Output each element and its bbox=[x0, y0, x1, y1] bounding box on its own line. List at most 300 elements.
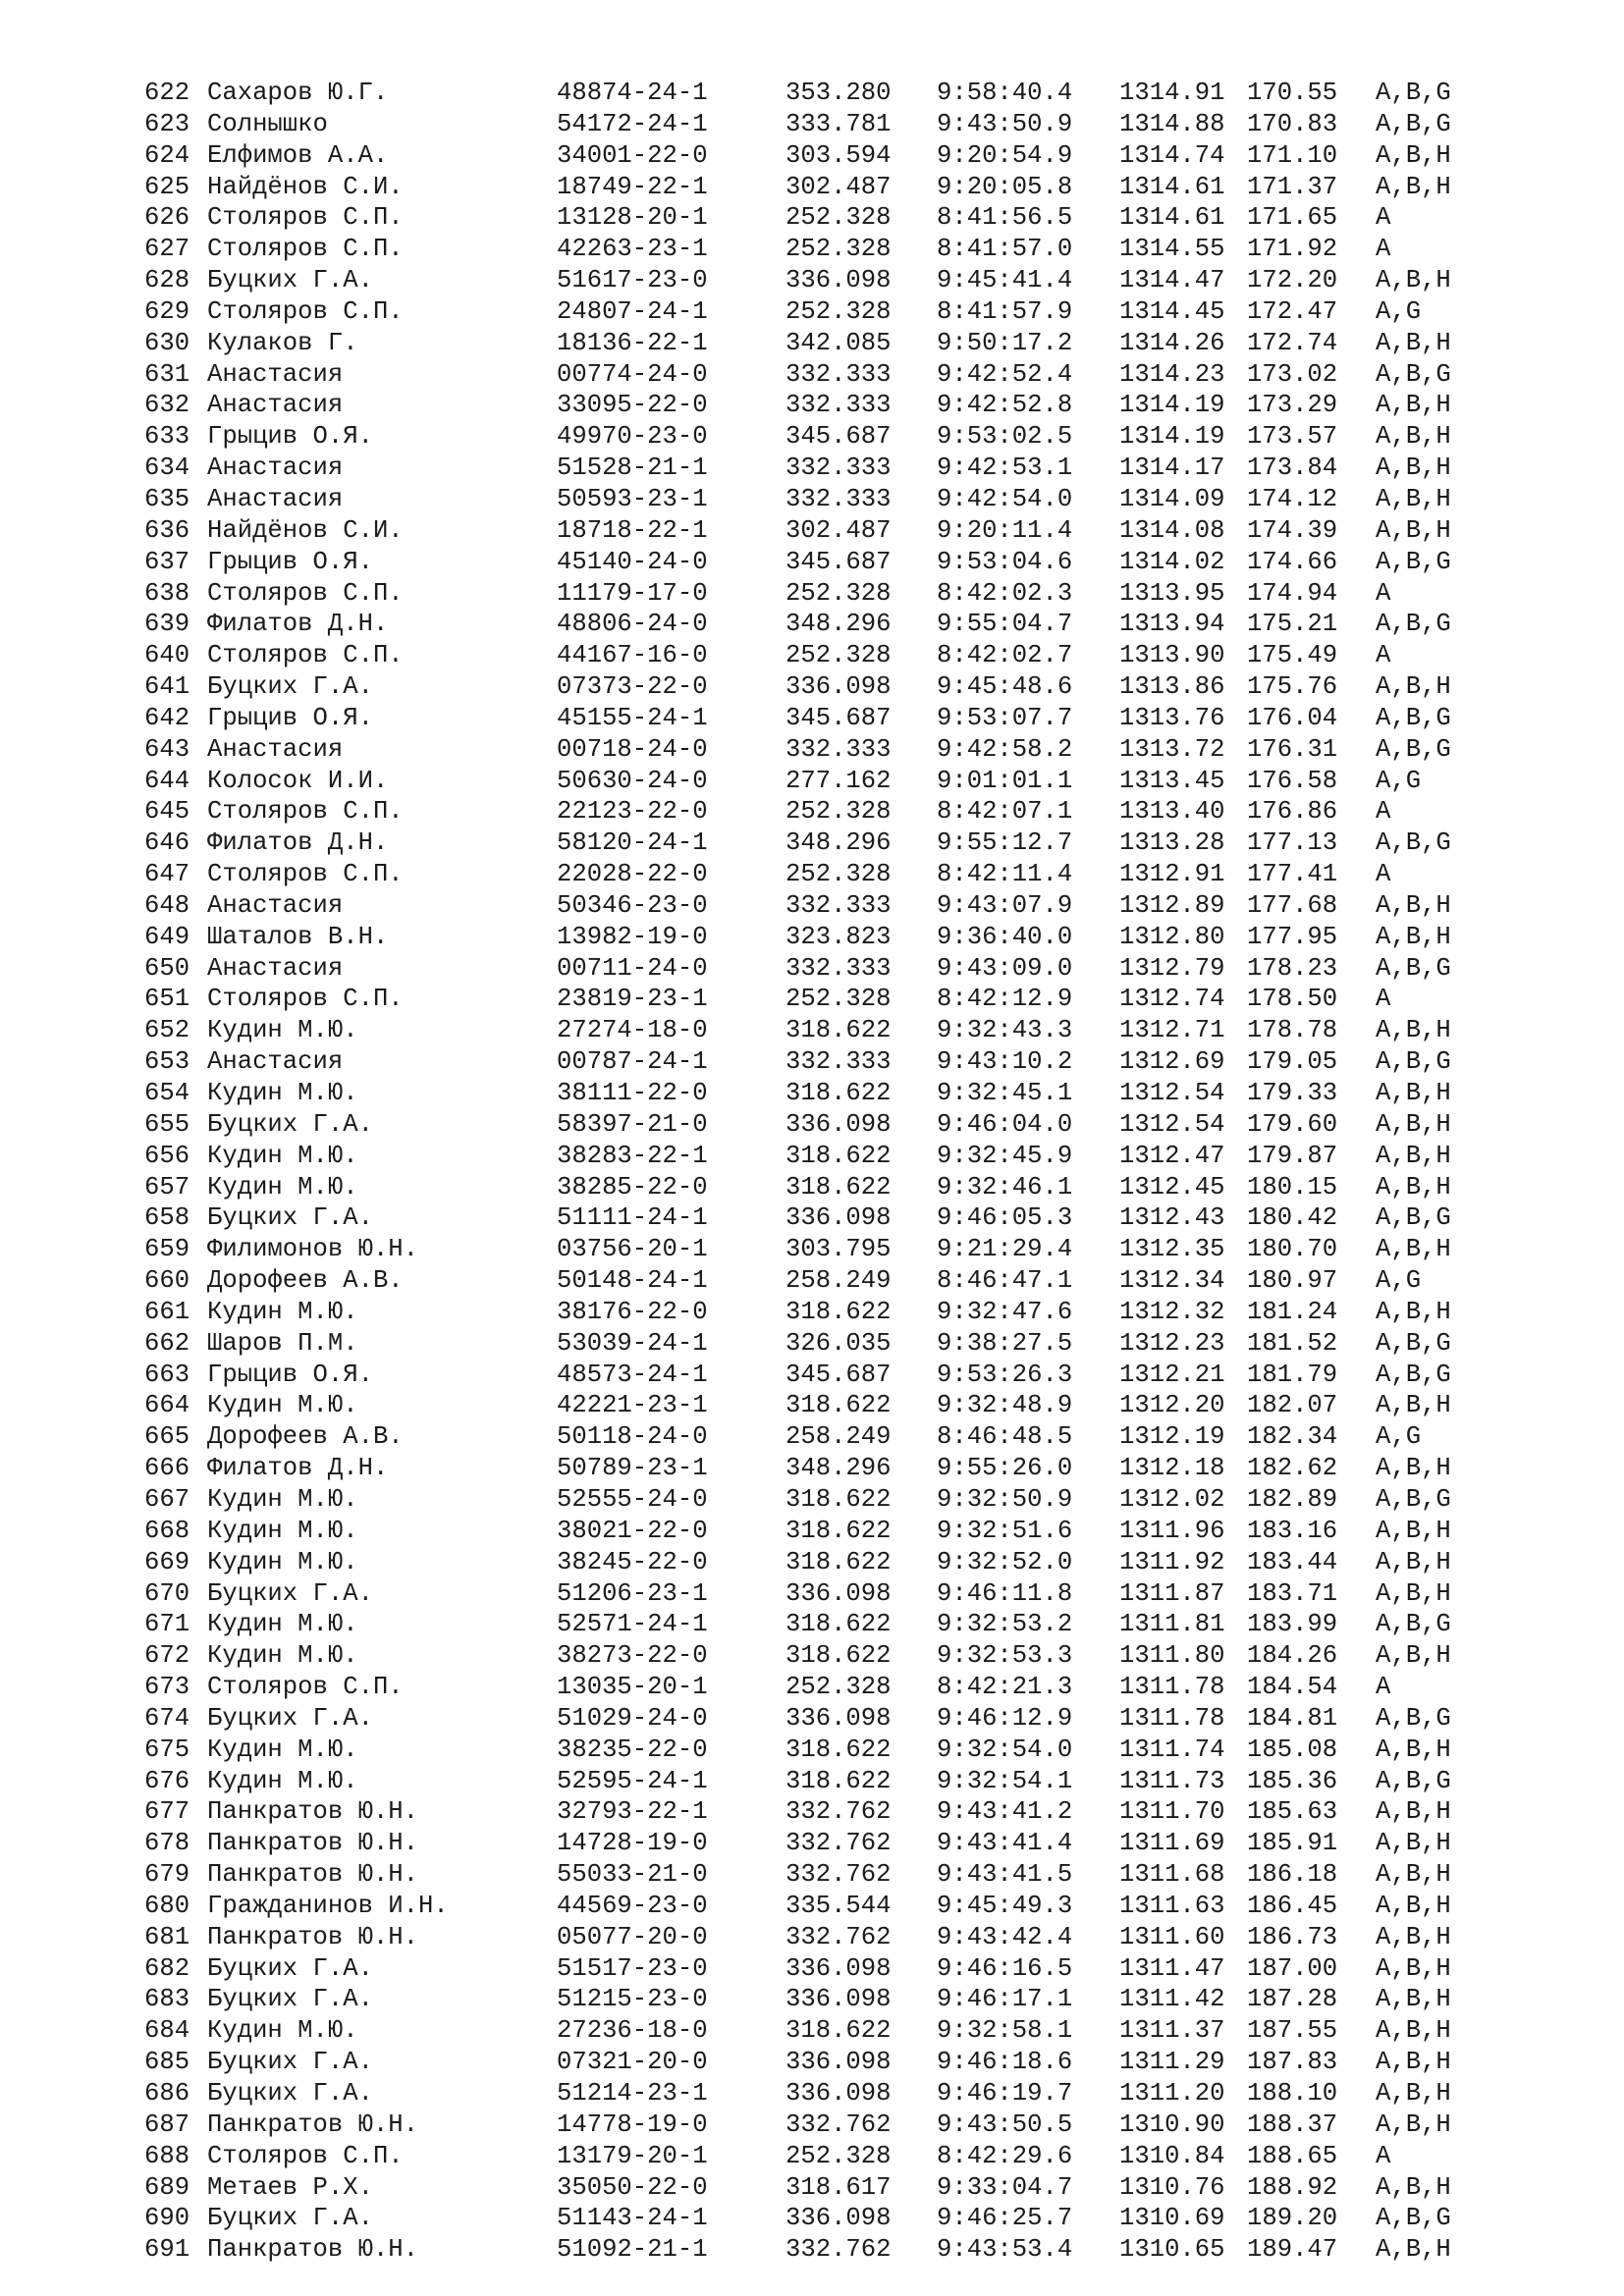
speed-value: 1312.54 bbox=[1119, 1079, 1225, 1107]
ring-number: 35050-22-0 bbox=[557, 2172, 708, 2202]
category-codes: A,B,G bbox=[1376, 79, 1451, 107]
arrival-time: 8:42:07.1 bbox=[937, 797, 1073, 827]
speed-value: 1312.69 bbox=[1119, 1047, 1225, 1077]
place-number: 662 bbox=[144, 1328, 190, 1358]
distance-value: 342.085 bbox=[785, 328, 892, 357]
category-codes: A,G bbox=[1376, 766, 1422, 795]
fancier-name: Столяров С.П. bbox=[207, 235, 404, 264]
table-row bbox=[144, 2078, 1558, 2109]
ring-number: 13179-20-1 bbox=[557, 2141, 708, 2170]
ring-number: 18136-22-1 bbox=[557, 328, 708, 357]
category-codes: A,B,H bbox=[1376, 922, 1451, 951]
fancier-name: Кудин М.Ю. bbox=[207, 1547, 358, 1576]
table-row bbox=[144, 1516, 1558, 1547]
fancier-name: Дорофеев А.В. bbox=[207, 1422, 404, 1452]
coefficient-value: 176.31 bbox=[1247, 734, 1338, 764]
fancier-name: Панкратов Ю.Н. bbox=[207, 1922, 419, 1951]
category-codes: A,B,H bbox=[1376, 2235, 1451, 2265]
arrival-time: 9:43:10.2 bbox=[937, 1047, 1073, 1077]
distance-value: 318.622 bbox=[785, 1610, 892, 1639]
coefficient-value: 183.16 bbox=[1247, 1516, 1338, 1545]
ring-number: 38245-22-0 bbox=[557, 1547, 708, 1576]
coefficient-value: 180.15 bbox=[1247, 1172, 1338, 1201]
category-codes: A bbox=[1376, 203, 1391, 233]
fancier-name: Анастасия bbox=[207, 484, 344, 513]
place-number: 644 bbox=[144, 766, 190, 795]
place-number: 663 bbox=[144, 1360, 190, 1389]
ring-number: 42221-23-1 bbox=[557, 1391, 708, 1420]
coefficient-value: 184.81 bbox=[1247, 1703, 1338, 1733]
place-number: 637 bbox=[144, 547, 190, 576]
ring-number: 27236-18-0 bbox=[557, 2016, 708, 2046]
fancier-name: Филимонов Ю.Н. bbox=[207, 1235, 419, 1264]
fancier-name: Кудин М.Ю. bbox=[207, 1484, 358, 1514]
coefficient-value: 176.04 bbox=[1247, 703, 1338, 732]
fancier-name: Столяров С.П. bbox=[207, 578, 404, 608]
coefficient-value: 185.08 bbox=[1247, 1735, 1338, 1764]
coefficient-value: 175.76 bbox=[1247, 672, 1338, 702]
speed-value: 1311.69 bbox=[1119, 1829, 1225, 1858]
table-row bbox=[144, 265, 1558, 296]
coefficient-value: 182.07 bbox=[1247, 1391, 1338, 1420]
place-number: 677 bbox=[144, 1797, 190, 1827]
arrival-time: 9:50:17.2 bbox=[937, 328, 1073, 357]
ring-number: 07373-22-0 bbox=[557, 672, 708, 702]
coefficient-value: 189.20 bbox=[1247, 2204, 1338, 2233]
arrival-time: 9:32:54.0 bbox=[937, 1735, 1073, 1764]
distance-value: 335.544 bbox=[785, 1891, 892, 1920]
distance-value: 332.333 bbox=[785, 391, 892, 420]
coefficient-value: 185.36 bbox=[1247, 1766, 1338, 1795]
category-codes: A,B,H bbox=[1376, 1109, 1451, 1139]
category-codes: A,B,H bbox=[1376, 1922, 1451, 1951]
category-codes: A,B,H bbox=[1376, 1735, 1451, 1764]
place-number: 649 bbox=[144, 922, 190, 951]
ring-number: 51214-23-1 bbox=[557, 2079, 708, 2108]
table-row bbox=[144, 234, 1558, 265]
arrival-time: 9:32:51.6 bbox=[937, 1516, 1073, 1545]
ring-number: 49970-23-0 bbox=[557, 422, 708, 452]
coefficient-value: 188.65 bbox=[1247, 2141, 1338, 2170]
arrival-time: 8:41:57.9 bbox=[937, 296, 1073, 326]
coefficient-value: 181.79 bbox=[1247, 1360, 1338, 1389]
ring-number: 52595-24-1 bbox=[557, 1766, 708, 1795]
speed-value: 1314.09 bbox=[1119, 484, 1225, 513]
place-number: 655 bbox=[144, 1109, 190, 1139]
speed-value: 1311.29 bbox=[1119, 2048, 1225, 2077]
table-row bbox=[144, 1390, 1558, 1421]
speed-value: 1314.45 bbox=[1119, 296, 1225, 326]
place-number: 652 bbox=[144, 1016, 190, 1045]
table-row bbox=[144, 1953, 1558, 1985]
category-codes: A,B,H bbox=[1376, 1860, 1451, 1890]
table-row bbox=[144, 547, 1558, 578]
ring-number: 14778-19-0 bbox=[557, 2109, 708, 2139]
table-row bbox=[144, 859, 1558, 890]
place-number: 657 bbox=[144, 1172, 190, 1201]
fancier-name: Буцких Г.А. bbox=[207, 1985, 373, 2014]
place-number: 624 bbox=[144, 140, 190, 170]
fancier-name: Анастасия bbox=[207, 1047, 344, 1077]
place-number: 672 bbox=[144, 1641, 190, 1671]
distance-value: 318.622 bbox=[785, 1141, 892, 1170]
ring-number: 18749-22-1 bbox=[557, 172, 708, 201]
speed-value: 1313.94 bbox=[1119, 610, 1225, 639]
distance-value: 318.622 bbox=[785, 2016, 892, 2046]
speed-value: 1312.47 bbox=[1119, 1141, 1225, 1170]
distance-value: 302.487 bbox=[785, 515, 892, 545]
category-codes: A,B,H bbox=[1376, 672, 1451, 702]
place-number: 625 bbox=[144, 172, 190, 201]
arrival-time: 9:43:41.2 bbox=[937, 1797, 1073, 1827]
fancier-name: Кудин М.Ю. bbox=[207, 1079, 358, 1107]
speed-value: 1312.54 bbox=[1119, 1109, 1225, 1139]
coefficient-value: 187.83 bbox=[1247, 2048, 1338, 2077]
place-number: 646 bbox=[144, 828, 190, 858]
table-row bbox=[144, 1421, 1558, 1453]
ring-number: 11179-17-0 bbox=[557, 578, 708, 608]
speed-value: 1314.08 bbox=[1119, 515, 1225, 545]
category-codes: A,B,H bbox=[1376, 422, 1451, 452]
table-row bbox=[144, 2203, 1558, 2234]
table-row bbox=[144, 515, 1558, 547]
arrival-time: 9:46:16.5 bbox=[937, 1953, 1073, 1983]
place-number: 689 bbox=[144, 2172, 190, 2202]
ring-number: 38283-22-1 bbox=[557, 1141, 708, 1170]
speed-value: 1310.65 bbox=[1119, 2235, 1225, 2265]
speed-value: 1312.35 bbox=[1119, 1235, 1225, 1264]
category-codes: A bbox=[1376, 578, 1391, 608]
distance-value: 333.781 bbox=[785, 109, 892, 138]
distance-value: 332.333 bbox=[785, 953, 892, 983]
category-codes: A,B,H bbox=[1376, 1641, 1451, 1671]
distance-value: 348.296 bbox=[785, 1454, 892, 1483]
ring-number: 05077-20-0 bbox=[557, 1922, 708, 1951]
distance-value: 332.762 bbox=[785, 1860, 892, 1890]
place-number: 674 bbox=[144, 1703, 190, 1733]
ring-number: 23819-23-1 bbox=[557, 985, 708, 1014]
arrival-time: 9:43:41.5 bbox=[937, 1860, 1073, 1890]
place-number: 686 bbox=[144, 2079, 190, 2108]
category-codes: A,B,G bbox=[1376, 703, 1451, 732]
place-number: 633 bbox=[144, 422, 190, 452]
fancier-name: Столяров С.П. bbox=[207, 985, 404, 1014]
place-number: 670 bbox=[144, 1578, 190, 1608]
table-row bbox=[144, 1328, 1558, 1360]
table-row bbox=[144, 1265, 1558, 1297]
arrival-time: 9:46:17.1 bbox=[937, 1985, 1073, 2014]
table-row bbox=[144, 703, 1558, 734]
place-number: 639 bbox=[144, 610, 190, 639]
arrival-time: 9:45:48.6 bbox=[937, 672, 1073, 702]
arrival-time: 9:42:52.8 bbox=[937, 391, 1073, 420]
distance-value: 332.762 bbox=[785, 2235, 892, 2265]
distance-value: 336.098 bbox=[785, 1578, 892, 1608]
table-row bbox=[144, 1859, 1558, 1891]
coefficient-value: 170.83 bbox=[1247, 109, 1338, 138]
distance-value: 332.762 bbox=[785, 1829, 892, 1858]
ring-number: 00718-24-0 bbox=[557, 734, 708, 764]
place-number: 668 bbox=[144, 1516, 190, 1545]
coefficient-value: 179.60 bbox=[1247, 1109, 1338, 1139]
table-row bbox=[144, 2234, 1558, 2266]
distance-value: 332.333 bbox=[785, 454, 892, 483]
coefficient-value: 172.74 bbox=[1247, 328, 1338, 357]
fancier-name: Столяров С.П. bbox=[207, 797, 404, 827]
distance-value: 345.687 bbox=[785, 422, 892, 452]
table-row bbox=[144, 1828, 1558, 1859]
fancier-name: Панкратов Ю.Н. bbox=[207, 1860, 419, 1890]
speed-value: 1312.34 bbox=[1119, 1266, 1225, 1296]
category-codes: A,B,H bbox=[1376, 1578, 1451, 1608]
coefficient-value: 178.23 bbox=[1247, 953, 1338, 983]
coefficient-value: 174.66 bbox=[1247, 547, 1338, 576]
speed-value: 1313.40 bbox=[1119, 797, 1225, 827]
arrival-time: 9:32:48.9 bbox=[937, 1391, 1073, 1420]
category-codes: A,B,G bbox=[1376, 1766, 1451, 1795]
distance-value: 336.098 bbox=[785, 672, 892, 702]
place-number: 675 bbox=[144, 1735, 190, 1764]
distance-value: 336.098 bbox=[785, 2204, 892, 2233]
arrival-time: 8:42:12.9 bbox=[937, 985, 1073, 1014]
table-row bbox=[144, 1672, 1558, 1703]
fancier-name: Столяров С.П. bbox=[207, 641, 404, 670]
fancier-name: Солнышко bbox=[207, 109, 328, 138]
ring-number: 38176-22-0 bbox=[557, 1297, 708, 1326]
fancier-name: Грыцив О.Я. bbox=[207, 1360, 373, 1389]
ring-number: 00774-24-0 bbox=[557, 359, 708, 389]
arrival-time: 9:32:47.6 bbox=[937, 1297, 1073, 1326]
place-number: 654 bbox=[144, 1079, 190, 1107]
category-codes: A bbox=[1376, 1673, 1391, 1702]
category-codes: A,B,G bbox=[1376, 547, 1451, 576]
arrival-time: 9:42:53.1 bbox=[937, 454, 1073, 483]
arrival-time: 9:32:45.9 bbox=[937, 1141, 1073, 1170]
coefficient-value: 172.47 bbox=[1247, 296, 1338, 326]
arrival-time: 9:42:58.2 bbox=[937, 734, 1073, 764]
distance-value: 336.098 bbox=[785, 2048, 892, 2077]
fancier-name: Буцких Г.А. bbox=[207, 1703, 373, 1733]
place-number: 653 bbox=[144, 1047, 190, 1077]
arrival-time: 9:43:50.9 bbox=[937, 109, 1073, 138]
category-codes: A,B,H bbox=[1376, 2048, 1451, 2077]
arrival-time: 9:53:04.6 bbox=[937, 547, 1073, 576]
ring-number: 51517-23-0 bbox=[557, 1953, 708, 1983]
category-codes: A,B,H bbox=[1376, 2172, 1451, 2202]
table-row bbox=[144, 766, 1558, 797]
table-row bbox=[144, 1547, 1558, 1578]
category-codes: A,B,G bbox=[1376, 1203, 1451, 1233]
speed-value: 1312.20 bbox=[1119, 1391, 1225, 1420]
table-row bbox=[144, 1078, 1558, 1109]
arrival-time: 8:42:29.6 bbox=[937, 2141, 1073, 2170]
distance-value: 252.328 bbox=[785, 641, 892, 670]
table-row bbox=[144, 890, 1558, 922]
place-number: 688 bbox=[144, 2141, 190, 2170]
category-codes: A,B,G bbox=[1376, 828, 1451, 858]
distance-value: 252.328 bbox=[785, 860, 892, 889]
fancier-name: Кудин М.Ю. bbox=[207, 1641, 358, 1671]
arrival-time: 8:46:48.5 bbox=[937, 1422, 1073, 1452]
coefficient-value: 176.58 bbox=[1247, 766, 1338, 795]
speed-value: 1312.43 bbox=[1119, 1203, 1225, 1233]
table-row bbox=[144, 640, 1558, 671]
arrival-time: 9:36:40.0 bbox=[937, 922, 1073, 951]
table-row bbox=[144, 609, 1558, 640]
place-number: 622 bbox=[144, 79, 190, 107]
table-row bbox=[144, 1578, 1558, 1610]
distance-value: 318.617 bbox=[785, 2172, 892, 2202]
place-number: 641 bbox=[144, 672, 190, 702]
speed-value: 1311.81 bbox=[1119, 1610, 1225, 1639]
table-row bbox=[144, 109, 1558, 140]
table-row bbox=[144, 140, 1558, 172]
category-codes: A bbox=[1376, 860, 1391, 889]
speed-value: 1314.61 bbox=[1119, 203, 1225, 233]
distance-value: 258.249 bbox=[785, 1266, 892, 1296]
fancier-name: Анастасия bbox=[207, 734, 344, 764]
table-row bbox=[144, 1297, 1558, 1328]
ring-number: 48806-24-0 bbox=[557, 610, 708, 639]
speed-value: 1311.63 bbox=[1119, 1891, 1225, 1920]
coefficient-value: 181.52 bbox=[1247, 1328, 1338, 1358]
speed-value: 1310.90 bbox=[1119, 2109, 1225, 2139]
place-number: 666 bbox=[144, 1454, 190, 1483]
coefficient-value: 174.39 bbox=[1247, 515, 1338, 545]
fancier-name: Шаталов В.Н. bbox=[207, 922, 389, 951]
speed-value: 1310.76 bbox=[1119, 2172, 1225, 2202]
place-number: 650 bbox=[144, 953, 190, 983]
ring-number: 48874-24-1 bbox=[557, 79, 708, 107]
speed-value: 1312.45 bbox=[1119, 1172, 1225, 1201]
fancier-name: Анастасия bbox=[207, 953, 344, 983]
ring-number: 13035-20-1 bbox=[557, 1673, 708, 1702]
arrival-time: 9:20:11.4 bbox=[937, 515, 1073, 545]
distance-value: 336.098 bbox=[785, 1203, 892, 1233]
place-number: 636 bbox=[144, 515, 190, 545]
ring-number: 51206-23-1 bbox=[557, 1578, 708, 1608]
fancier-name: Грыцив О.Я. bbox=[207, 547, 373, 576]
arrival-time: 9:20:54.9 bbox=[937, 140, 1073, 170]
speed-value: 1313.72 bbox=[1119, 734, 1225, 764]
speed-value: 1314.47 bbox=[1119, 266, 1225, 295]
place-number: 691 bbox=[144, 2235, 190, 2265]
ring-number: 50346-23-0 bbox=[557, 890, 708, 920]
ring-number: 53039-24-1 bbox=[557, 1328, 708, 1358]
coefficient-value: 182.89 bbox=[1247, 1484, 1338, 1514]
ring-number: 42263-23-1 bbox=[557, 235, 708, 264]
place-number: 665 bbox=[144, 1422, 190, 1452]
table-row bbox=[144, 421, 1558, 453]
distance-value: 318.622 bbox=[785, 1547, 892, 1576]
coefficient-value: 188.10 bbox=[1247, 2079, 1338, 2108]
category-codes: A,B,H bbox=[1376, 454, 1451, 483]
ring-number: 03756-20-1 bbox=[557, 1235, 708, 1264]
category-codes: A,B,H bbox=[1376, 172, 1451, 201]
ring-number: 55033-21-0 bbox=[557, 1860, 708, 1890]
distance-value: 326.035 bbox=[785, 1328, 892, 1358]
place-number: 656 bbox=[144, 1141, 190, 1170]
place-number: 660 bbox=[144, 1266, 190, 1296]
fancier-name: Найдёнов С.И. bbox=[207, 172, 404, 201]
category-codes: A,B,H bbox=[1376, 1797, 1451, 1827]
ring-number: 38285-22-0 bbox=[557, 1172, 708, 1201]
place-number: 690 bbox=[144, 2204, 190, 2233]
coefficient-value: 171.65 bbox=[1247, 203, 1338, 233]
speed-value: 1312.80 bbox=[1119, 922, 1225, 951]
category-codes: A,B,G bbox=[1376, 953, 1451, 983]
ring-number: 52571-24-1 bbox=[557, 1610, 708, 1639]
table-row bbox=[144, 172, 1558, 203]
ring-number: 50118-24-0 bbox=[557, 1422, 708, 1452]
fancier-name: Столяров С.П. bbox=[207, 860, 404, 889]
place-number: 632 bbox=[144, 391, 190, 420]
ring-number: 38021-22-0 bbox=[557, 1516, 708, 1545]
fancier-name: Найдёнов С.И. bbox=[207, 515, 404, 545]
category-codes: A,B,G bbox=[1376, 1328, 1451, 1358]
place-number: 664 bbox=[144, 1391, 190, 1420]
distance-value: 323.823 bbox=[785, 922, 892, 951]
coefficient-value: 180.70 bbox=[1247, 1235, 1338, 1264]
distance-value: 302.487 bbox=[785, 172, 892, 201]
speed-value: 1310.69 bbox=[1119, 2204, 1225, 2233]
category-codes: A,G bbox=[1376, 296, 1422, 326]
table-row bbox=[144, 328, 1558, 359]
ring-number: 51092-21-1 bbox=[557, 2235, 708, 2265]
speed-value: 1312.23 bbox=[1119, 1328, 1225, 1358]
coefficient-value: 185.91 bbox=[1247, 1829, 1338, 1858]
category-codes: A,B,H bbox=[1376, 1235, 1451, 1264]
arrival-time: 9:53:02.5 bbox=[937, 422, 1073, 452]
category-codes: A,B,H bbox=[1376, 391, 1451, 420]
fancier-name: Панкратов Ю.Н. bbox=[207, 2235, 419, 2265]
table-row bbox=[144, 2109, 1558, 2141]
fancier-name: Буцких Г.А. bbox=[207, 2048, 373, 2077]
speed-value: 1311.73 bbox=[1119, 1766, 1225, 1795]
table-row bbox=[144, 1141, 1558, 1172]
arrival-time: 8:42:02.7 bbox=[937, 641, 1073, 670]
coefficient-value: 175.49 bbox=[1247, 641, 1338, 670]
place-number: 658 bbox=[144, 1203, 190, 1233]
category-codes: A,B,H bbox=[1376, 1891, 1451, 1920]
fancier-name: Кудин М.Ю. bbox=[207, 1141, 358, 1170]
arrival-time: 9:21:29.4 bbox=[937, 1235, 1073, 1264]
arrival-time: 9:55:04.7 bbox=[937, 610, 1073, 639]
distance-value: 318.622 bbox=[785, 1484, 892, 1514]
speed-value: 1312.71 bbox=[1119, 1016, 1225, 1045]
coefficient-value: 179.87 bbox=[1247, 1141, 1338, 1170]
table-row bbox=[144, 1640, 1558, 1672]
speed-value: 1311.92 bbox=[1119, 1547, 1225, 1576]
distance-value: 332.333 bbox=[785, 734, 892, 764]
coefficient-value: 189.47 bbox=[1247, 2235, 1338, 2265]
arrival-time: 9:46:18.6 bbox=[937, 2048, 1073, 2077]
ring-number: 45155-24-1 bbox=[557, 703, 708, 732]
ring-number: 13982-19-0 bbox=[557, 922, 708, 951]
arrival-time: 9:01:01.1 bbox=[937, 766, 1073, 795]
speed-value: 1311.78 bbox=[1119, 1703, 1225, 1733]
coefficient-value: 177.13 bbox=[1247, 828, 1338, 858]
distance-value: 252.328 bbox=[785, 203, 892, 233]
category-codes: A,B,H bbox=[1376, 1016, 1451, 1045]
coefficient-value: 188.92 bbox=[1247, 2172, 1338, 2202]
speed-value: 1314.88 bbox=[1119, 109, 1225, 138]
distance-value: 318.622 bbox=[785, 1766, 892, 1795]
category-codes: A,B,H bbox=[1376, 328, 1451, 357]
place-number: 685 bbox=[144, 2048, 190, 2077]
table-row bbox=[144, 1172, 1558, 1203]
place-number: 680 bbox=[144, 1891, 190, 1920]
